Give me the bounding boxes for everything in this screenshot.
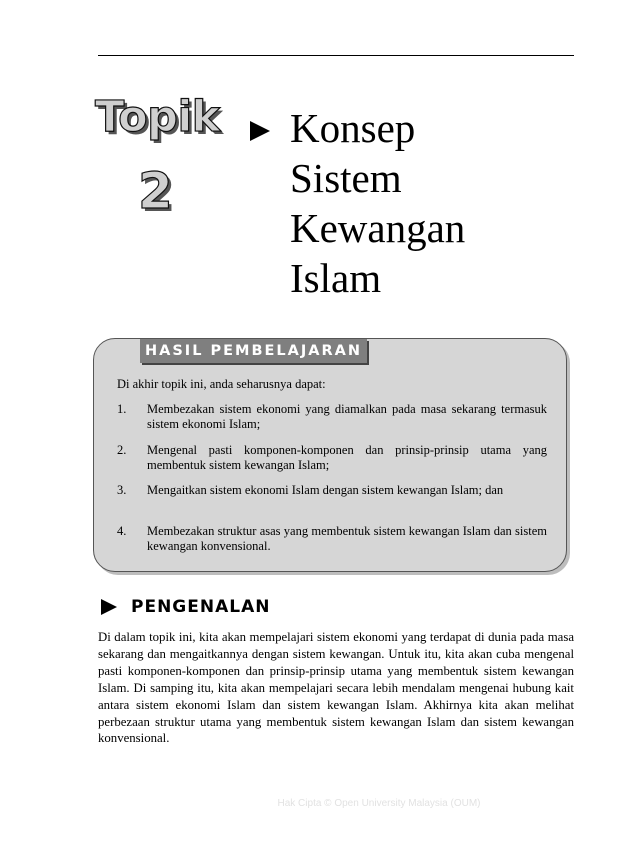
title-arrow-icon (250, 121, 270, 141)
learning-outcomes-intro: Di akhir topik ini, anda seharusnya dapat: (117, 377, 326, 391)
introduction-paragraph: Di dalam topik ini, kita akan mempelajari sistem ekonomi yang terdapat di dunia pada masa sekarang dan mengaitkannya dengan sistem kewangan. Untuk itu, kita akan cuba mengenal pasti komponen-komponen dan prinsip-prinsip utama yang membentuk sistem kewangan Islam. Di samping itu, kita akan mempelajari secara lebih mendalam mengenai hubung kait antara sistem ekonomi Islam dan sistem kewangan Islam. Akhirnya kita akan melihat perbezaan struktur utama yang membentuk sistem kewangan Islam dan sistem kewangan konvensional. (98, 630, 574, 746)
outcome-text: Membezakan struktur asas yang membentuk sistem kewangan Islam dan sistem kewangan konvensional. (147, 524, 547, 553)
topic-title-line-4: Islam (290, 255, 382, 301)
topic-title-line-2: Sistem (290, 155, 402, 201)
topic-label: Topik (95, 92, 220, 142)
outcome-text: Membezakan sistem ekonomi yang diamalkan pada masa sekarang termasuk sistem ekonomi Islam; (147, 402, 547, 431)
outcome-number: 1. (117, 402, 127, 416)
outcome-number: 3. (117, 483, 127, 497)
section-heading: PENGENALAN (131, 597, 271, 617)
outcome-text: Mengenal pasti komponen-komponen dan prinsip-prinsip utama yang membentuk sistem kewangan Islam; (147, 443, 547, 472)
header-rule (98, 55, 574, 56)
outcome-item (117, 483, 547, 498)
learning-outcomes-header: HASIL PEMBELAJARAN (140, 339, 367, 363)
topic-title-line-1: Konsep (290, 105, 416, 151)
outcome-item (117, 524, 547, 554)
outcome-item (117, 402, 547, 432)
topic-number: 2 (138, 162, 173, 220)
copyright-footer: Hak Cipta © Open University Malaysia (OUM) (277, 798, 481, 809)
outcome-text: Mengaitkan sistem ekonomi Islam dengan sistem kewangan Islam; dan (147, 483, 504, 497)
topic-title-line-3: Kewangan (290, 205, 466, 251)
section-arrow-icon (101, 599, 117, 615)
outcome-number: 4. (117, 524, 127, 538)
outcome-number: 2. (117, 443, 127, 457)
outcome-item (117, 443, 547, 473)
